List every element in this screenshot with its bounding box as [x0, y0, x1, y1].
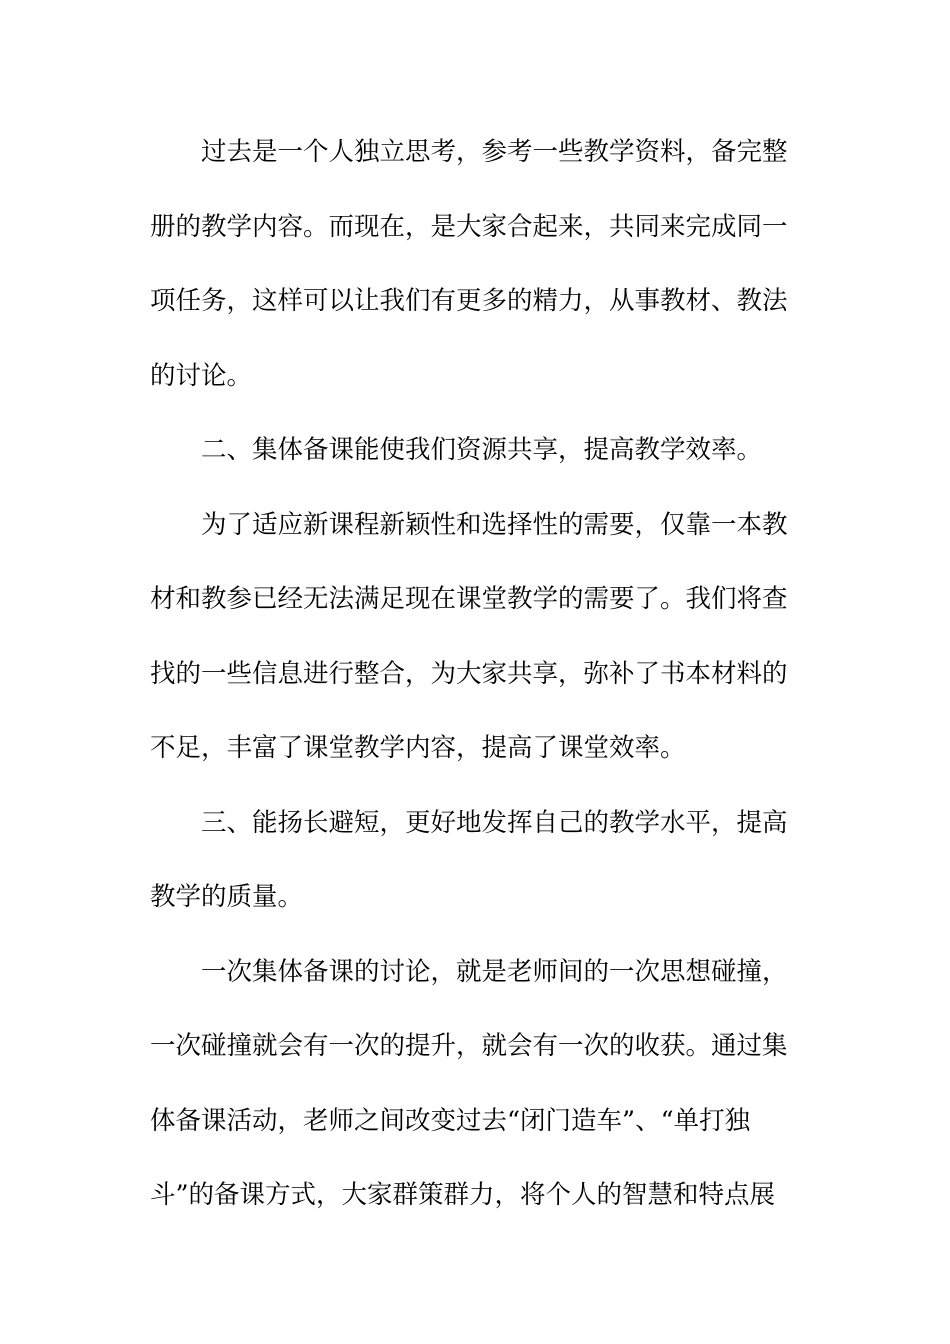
section-heading: 二、集体备课能使我们资源共享，提高教学效率。: [201, 435, 763, 465]
paragraph-line: 为了适应新课程新颖性和选择性的需要，仅靠一本教: [201, 510, 788, 540]
paragraph-line: 过去是一个人独立思考，参考一些教学资料，备完整: [201, 137, 788, 167]
paragraph-line: 的讨论。: [150, 361, 253, 391]
paragraph-line: 册的教学内容。而现在，是大家合起来，共同来完成同一: [150, 212, 788, 242]
section-heading: 教学的质量。: [150, 882, 304, 912]
paragraph-line: 不足，丰富了课堂教学内容，提高了课堂效率。: [150, 733, 686, 763]
paragraph-line: 一次集体备课的讨论，就是老师间的一次思想碰撞，: [201, 957, 788, 987]
paragraph-line: 找的一些信息进行整合，为大家共享，弥补了书本材料的: [150, 659, 788, 689]
paragraph-line: 一次碰撞就会有一次的提升，就会有一次的收获。通过集: [150, 1031, 788, 1061]
section-heading: 三、能扬长避短，更好地发挥自己的教学水平，提高: [201, 808, 788, 838]
paragraph-line: 材和教参已经无法满足现在课堂教学的需要了。我们将查: [150, 584, 788, 614]
paragraph-line: 项任务，这样可以让我们有更多的精力，从事教材、教法: [150, 286, 788, 316]
paragraph-line: 体备课活动，老师之间改变过去“闭门造车”、“单打独: [150, 1106, 751, 1136]
paragraph-line: 斗”的备课方式，大家群策群力，将个人的智慧和特点展: [150, 1180, 776, 1210]
